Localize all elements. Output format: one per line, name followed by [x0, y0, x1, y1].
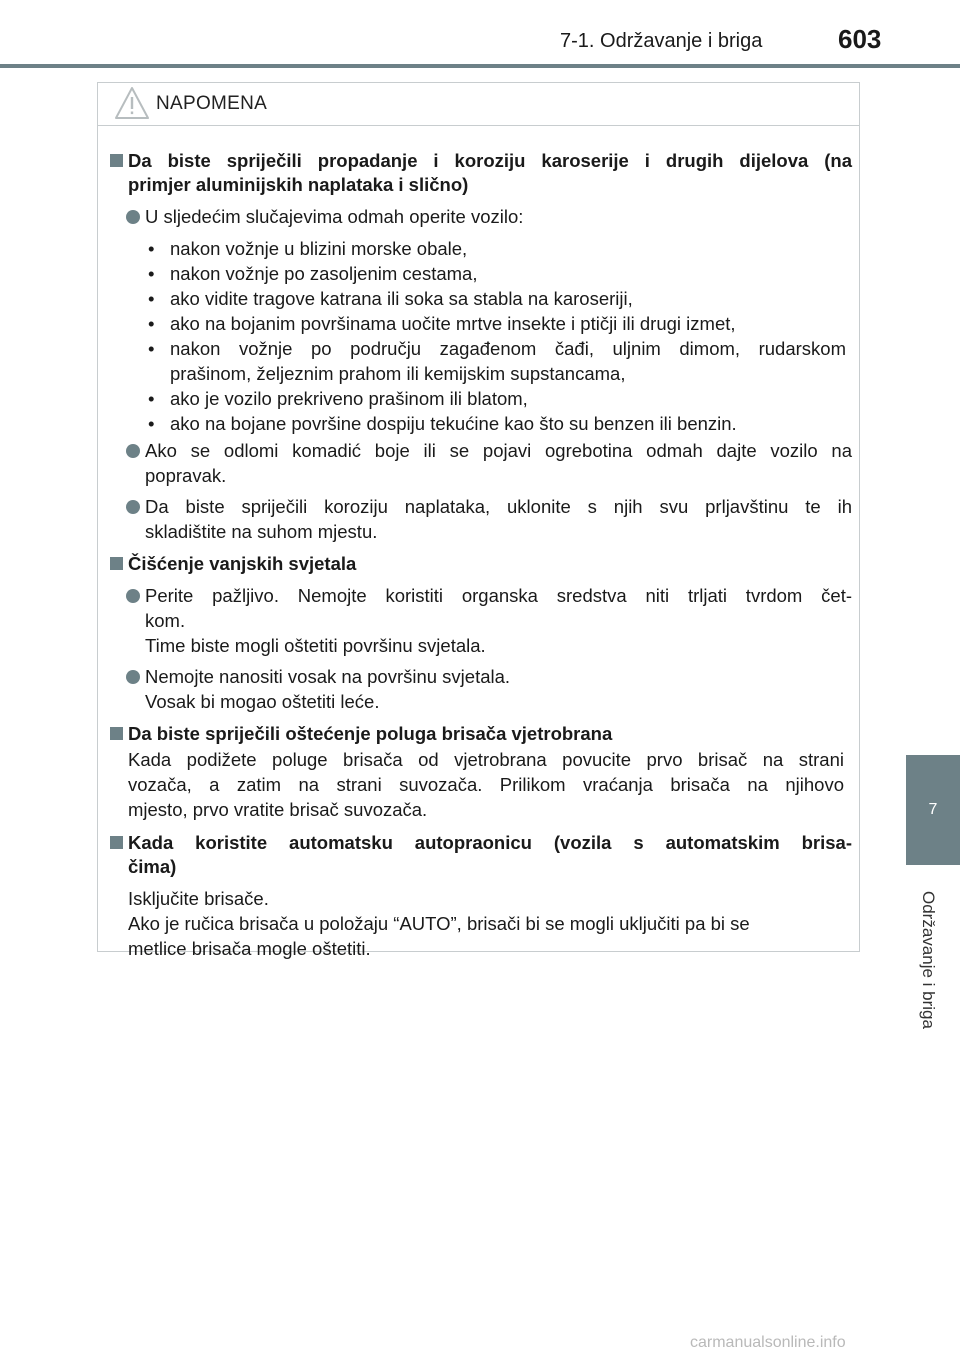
list-item: nakon vožnje u blizini morske obale,: [170, 238, 468, 259]
paragraph-text: metlice brisača mogle oštetiti.: [128, 938, 371, 959]
list-item: ako na bojanim površinama uočite mrtve insekte i ptičji ili drugi izmet,: [170, 313, 736, 334]
section-title: 7-1. Održavanje i briga: [560, 30, 763, 52]
page-number: 603: [838, 24, 882, 54]
paragraph-text: Da biste spriječili koroziju naplataka, uklonite s njih svu prljavštinu te ih: [145, 496, 852, 517]
list-item: ako je vozilo prekriveno prašinom ili blatom,: [170, 388, 528, 409]
paragraph-text: Time biste mogli oštetiti površinu svjetala.: [145, 635, 486, 656]
chapter-tab: [906, 755, 960, 865]
list-bullet: •: [148, 338, 155, 359]
list-bullet: •: [148, 413, 155, 434]
paragraph-text: Perite pažljivo. Nemojte koristiti organska sredstva niti trljati tvrdom čet-: [145, 585, 852, 606]
warning-triangle-icon: [114, 86, 150, 120]
paragraph-text: Nemojte nanositi vosak na površinu svjetala.: [145, 666, 511, 687]
list-item: nakon vožnje po području zagađenom čađi, uljnim dimom, rudarskom: [170, 338, 846, 359]
paragraph-text: skladištite na suhom mjestu.: [145, 521, 378, 542]
list-item: ako na bojane površine dospiju tekućine kao što su benzen ili benzin.: [170, 413, 737, 434]
list-bullet: •: [148, 263, 155, 284]
section-heading: čima): [128, 856, 177, 877]
paragraph-text: vozača, a zatim na strani suvozača. Prilikom vraćanja brisača na njihovo: [128, 774, 844, 795]
chapter-number: 7: [928, 801, 938, 818]
section-heading: Čišćenje vanjskih svjetala: [128, 553, 357, 574]
section-square-marker: [110, 836, 123, 849]
section-square-marker: [110, 727, 123, 740]
paragraph-text: mjesto, prvo vratite brisač suvozača.: [128, 799, 428, 820]
section-square-marker: [110, 557, 123, 570]
section-heading: Da biste spriječili propadanje i koroziju karoserije i drugih dijelova (na: [128, 150, 852, 171]
section-heading: Kada koristite automatsku autopraonicu (vozila s automatskim brisa-: [128, 832, 852, 853]
header-rule: [0, 64, 960, 68]
section-heading: primjer aluminijskih naplataka i slično): [128, 174, 469, 195]
section-heading: Da biste spriječili oštećenje poluga brisača vjetrobrana: [128, 723, 613, 744]
list-bullet: •: [148, 313, 155, 334]
paragraph-text: Ako se odlomi komadić boje ili se pojavi ogrebotina odmah dajte vozilo na: [145, 440, 852, 461]
list-bullet: •: [148, 238, 155, 259]
list-item: ako vidite tragove katrana ili soka sa stabla na karoseriji,: [170, 288, 633, 309]
paragraph-text: Isključite brisače.: [128, 888, 269, 909]
paragraph-text: Kada podižete poluge brisača od vjetrobrana povucite prvo brisač na strani: [128, 749, 844, 770]
section-square-marker: [110, 154, 123, 167]
list-item-continuation: prašinom, željeznim prahom ili kemijskim supstancama,: [170, 363, 626, 384]
notice-title: NAPOMENA: [156, 93, 268, 114]
paragraph-text: kom.: [145, 610, 186, 631]
paragraph-text: popravak.: [145, 465, 227, 486]
chapter-label: [896, 872, 960, 1047]
chapter-label-text: Održavanje i briga: [919, 890, 938, 1029]
paragraph-dot-marker: [126, 589, 140, 603]
paragraph-text: U sljedećim slučajevima odmah operite vozilo:: [145, 206, 524, 227]
paragraph-dot-marker: [126, 500, 140, 514]
paragraph-text: Ako je ručica brisača u položaju “AUTO”, brisači bi se mogli uključiti pa bi se: [128, 913, 750, 934]
list-item: nakon vožnje po zasoljenim cestama,: [170, 263, 478, 284]
paragraph-text: Vosak bi mogao oštetiti leće.: [145, 691, 380, 712]
paragraph-dot-marker: [126, 210, 140, 224]
list-bullet: •: [148, 388, 155, 409]
watermark: carmanualsonline.info: [690, 1334, 846, 1351]
list-bullet: •: [148, 288, 155, 309]
paragraph-dot-marker: [126, 670, 140, 684]
notice-header: [98, 83, 859, 126]
notice-box: [97, 82, 860, 959]
paragraph-dot-marker: [126, 444, 140, 458]
